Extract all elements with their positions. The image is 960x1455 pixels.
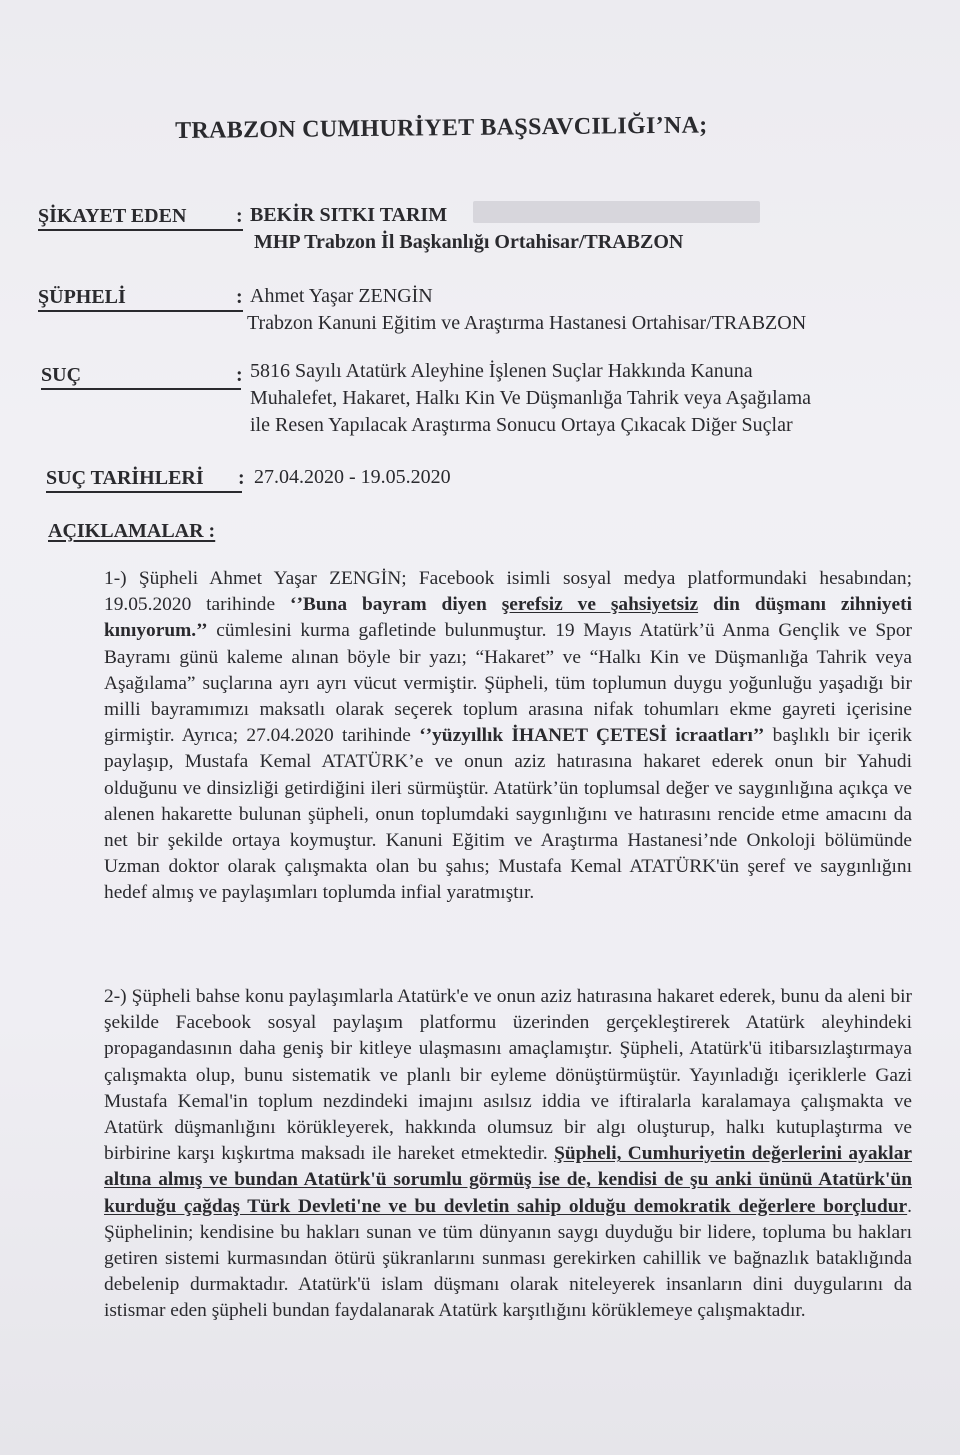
p2-body: 2-) Şüpheli bahse konu paylaşımlarla Atatürk'e ve onun aziz hatırasına hakaret ederek, bunu da aleni bir şekilde Facebook sosyal paylaşım platformu üzerinden gerçekleştirerek Atatürk aleyhindeki propagandasının daha geniş bir kitleye ulaşmasını amaçlamıştır. Şüpheli, Atatürk'ü itibarsızlaştırmaya çalışmakta olup, bunu sistematik ve planlı bir eyleme dönüştürmüştür. Yayınladığı içeriklerle Gazi Mustafa Kemal'in toplum nezdindeki imajını asılsız iddia ve iftiralarla karalamaya çalışmakta ve Atatürk düşmanlığını körükleyerek, hakkında olumsuz bir algı oluşturup, halkı kutuplaştırma ve birbirine karşı kışkırtma maksadı ile hareket etmektedir. <box>104 986 912 1165</box>
paragraph-1 <box>104 566 912 907</box>
complainant-name: BEKİR SITKI TARIM <box>250 204 448 226</box>
p2-conclusion: . Şüphelinin; kendisine bu hakları sunan ve tüm dünyanın saygı duyduğu bir lidere, topluma bu hakları getiren sistemi kurmasından ötürü şükranlarını sunması gerekirken cahillik ve bağnazlık bataklığında debelenip durmaktadır. Atatürk'ü islam düşmanı olarak niteleyerek insanların dini duygularını da istismar eden şüpheli bundan faydalanarak Atatürk karşıtlığını körüklemeye çalışmaktadır. <box>104 1195 912 1322</box>
suspect-label: ŞÜPHELİ <box>38 286 126 308</box>
complainant-colon: : <box>236 205 243 227</box>
crime-underline <box>41 388 241 390</box>
complainant-address: MHP Trabzon İl Başkanlığı Ortahisar/TRABZON <box>254 231 684 253</box>
redaction-block <box>473 201 760 223</box>
suspect-address: Trabzon Kanuni Eğitim ve Araştırma Hastanesi Ortahisar/TRABZON <box>247 312 807 334</box>
p1-quote-2: ‘’yüzyıllık İHANET ÇETESİ icraatları’’ <box>419 725 765 747</box>
paragraph-2 <box>104 984 912 1325</box>
crime-line1: 5816 Sayılı Atatürk Aleyhine İşlenen Suçlar Hakkında Kanuna <box>250 360 753 382</box>
p1-quote-end: din düşmanı zihniyeti kınıyorum.’’ <box>104 594 912 642</box>
crime-colon: : <box>236 364 243 386</box>
dates-colon: : <box>238 467 245 489</box>
suspect-underline <box>38 310 243 312</box>
complainant-label: ŞİKAYET EDEN <box>38 205 187 227</box>
p1-quote-start: ‘’Buna bayram diyen <box>289 594 502 616</box>
crime-line3: ile Resen Yapılacak Araştırma Sonucu Ortaya Çıkacak Diğer Suçlar <box>250 414 793 436</box>
dates-value: 27.04.2020 - 19.05.2020 <box>254 466 451 488</box>
crime-label: SUÇ <box>41 364 82 386</box>
document-title: TRABZON CUMHURİYET BAŞSAVCILIĞI’NA; <box>175 112 708 144</box>
suspect-colon: : <box>236 286 243 308</box>
suspect-name: Ahmet Yaşar ZENGİN <box>250 285 433 307</box>
p1-body: cümlesini kurma gafletinde bulunmuştur. 19 Mayıs Atatürk’ü Anma Gençlik ve Spor Bayramı günü kaleme alınan böyle bir yazı; “Hakaret” ve “Halkı Kin ve Düşmanlığa Tahrik veya Aşağılama” suçlarına ayrı ayrı vücut vermiştir. Şüpheli, tüm toplumun duygu yoğunluğu yaşadığı bir milli bayramımızı maksatlı olarak seçerek toplum arasına nifak tohumları ekme gayreti içerisine girmiştir. Ayrıca; 27.04.2020 tarihinde <box>104 620 912 747</box>
explanations-label: AÇIKLAMALAR : <box>48 520 216 542</box>
dates-underline <box>46 491 242 493</box>
p1-conclusion: başlıklı bir içerik paylaşıp, Mustafa Kemal ATATÜRK’e ve onun aziz hatırasına hakaret ederek onun bir Yahudi olduğunu ve dinsizliği getirdiğini ileri sürmüştür. Atatürk’ün toplumsal değer ve saygınlığına açıkça ve alenen hakarette bulunan şüpheli, onun toplumdaki saygınlığını ve hatırasını rencide etme amacını da net bir şekilde ortaya koymuştur. Kanuni Eğitim ve Araştırma Hastanesi’nde Onkoloji bölümünde Uzman doktor olarak çalışmakta olan bu şahıs; Mustafa Kemal ATATÜRK'ün şeref ve saygınlığını hedef almış ve paylaşımları toplumda infial yaratmıştır. <box>104 725 912 904</box>
p2-underlined: Şüpheli, Cumhuriyetin değerlerini ayaklar altına almış ve bundan Atatürk'ü sorumlu görmüş ise de, kendisi de şu anki ününü Atatürk'ün kurduğu çağdaş Türk Devleti'ne ve bu devletin sahip olduğu demokratik değerlere borçludur <box>104 1143 912 1217</box>
suspect-value <box>247 283 807 337</box>
p1-quote-underlined: şerefsiz ve şahsiyetsiz <box>501 594 699 616</box>
dates-label: SUÇ TARİHLERİ <box>46 467 204 489</box>
crime-line2: Muhalefet, Hakaret, Halkı Kin Ve Düşmanlığa Tahrik veya Aşağılama <box>250 387 812 409</box>
complainant-underline <box>38 229 243 231</box>
crime-value <box>250 358 811 439</box>
p1-intro: 1-) Şüpheli Ahmet Yaşar ZENGİN; Facebook isimli sosyal medya platformundaki hesabından; 19.05.2020 tarihinde <box>104 568 912 616</box>
